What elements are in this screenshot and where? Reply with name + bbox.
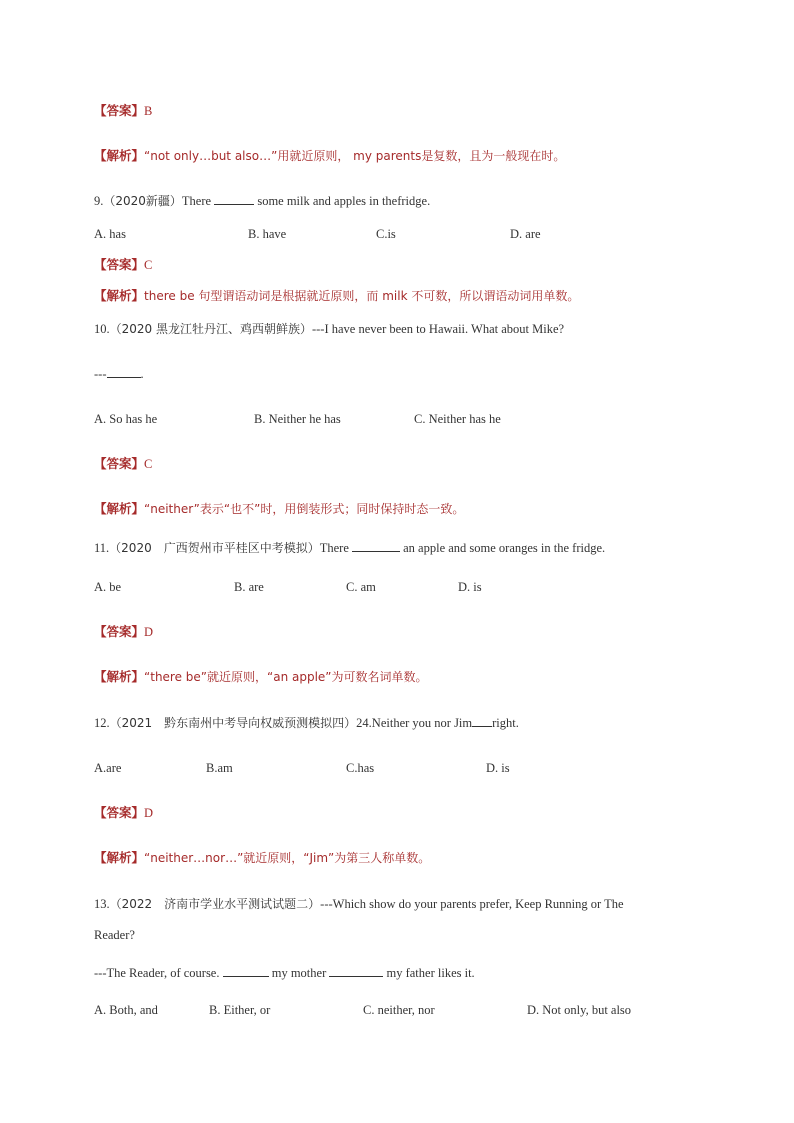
question-source: （2020 广西贺州市平桂区中考模拟）: [109, 541, 320, 555]
option-d[interactable]: D. Not only, but also: [527, 1003, 632, 1017]
answer-line-10: [94, 456, 152, 472]
answer-line-9: [94, 257, 152, 273]
analysis-line-11: [94, 669, 428, 685]
question-10-response: [94, 366, 144, 382]
option-c[interactable]: C. neither, nor: [363, 1003, 435, 1017]
analysis-line-8: [94, 148, 565, 164]
answer-blank[interactable]: [214, 193, 254, 205]
question-source: （2021 黔东南州中考导向权威预测模拟四）: [109, 716, 357, 730]
question-11: [94, 540, 605, 556]
question-13-continued: [94, 927, 135, 943]
question-text: ---I have never been to Hawaii. What about Mike?: [311, 322, 565, 336]
analysis-line-10: [94, 501, 464, 517]
answer-line-8: [94, 103, 152, 119]
option-b[interactable]: B.am: [206, 761, 233, 775]
option-a[interactable]: A. be: [94, 580, 122, 594]
answer-blank[interactable]: [329, 965, 383, 977]
answer-line-11: [94, 624, 153, 640]
question-text: 24.Neither you nor Jim: [356, 716, 473, 730]
question-12: [94, 715, 519, 731]
option-a[interactable]: A.are: [94, 761, 122, 775]
question-text: an apple and some oranges in the fridge.: [400, 541, 606, 555]
analysis-tag: 【解析】: [94, 669, 145, 684]
option-b[interactable]: B. are: [234, 580, 264, 594]
option-b[interactable]: B. have: [248, 227, 287, 241]
answer-blank[interactable]: [472, 715, 492, 727]
analysis-line-9: [94, 288, 579, 304]
answer-value: C: [144, 258, 153, 272]
question-text: Reader?: [94, 928, 135, 942]
question-text: some milk and apples in thefridge.: [254, 194, 431, 208]
analysis-tag: 【解析】: [94, 501, 145, 516]
answer-value: D: [144, 806, 154, 820]
question-13-response: [94, 965, 475, 981]
option-d[interactable]: D. are: [510, 227, 541, 241]
option-d[interactable]: D. is: [486, 761, 510, 775]
question-number: 9.: [94, 194, 104, 208]
question-source: （2020 黑龙江牡丹江、鸡西朝鲜族）: [109, 322, 312, 336]
answer-tag: 【答案】: [94, 805, 145, 820]
question-9: [94, 193, 430, 209]
option-a[interactable]: A. Both, and: [94, 1003, 158, 1017]
option-a[interactable]: A. So has he: [94, 412, 158, 426]
answer-blank[interactable]: [223, 965, 269, 977]
question-number: 12.: [94, 716, 110, 730]
answer-tag: 【答案】: [94, 456, 145, 471]
question-text: There: [181, 194, 215, 208]
option-c[interactable]: C. Neither has he: [414, 412, 501, 426]
option-d[interactable]: D. is: [458, 580, 482, 594]
option-c[interactable]: C. am: [346, 580, 376, 594]
dash-prefix: ---: [94, 367, 107, 381]
response-text: my father likes it.: [383, 966, 475, 980]
answer-value: D: [144, 625, 154, 639]
option-c[interactable]: C.is: [376, 227, 396, 241]
response-text: my mother: [268, 966, 330, 980]
question-text: right.: [492, 716, 519, 730]
answer-blank[interactable]: [352, 540, 400, 552]
analysis-tag: 【解析】: [94, 288, 145, 303]
answer-tag: 【答案】: [94, 624, 145, 639]
question-source: （2020新疆）: [103, 194, 182, 208]
period: .: [140, 367, 144, 381]
option-b[interactable]: B. Neither he has: [254, 412, 341, 426]
answer-line-12: [94, 805, 153, 821]
question-text: There: [319, 541, 352, 555]
question-text: ---Which show do your parents prefer, Keep Running or The: [320, 897, 624, 911]
answer-blank[interactable]: [107, 366, 141, 378]
option-b[interactable]: B. Either, or: [209, 1003, 271, 1017]
question-13: [94, 896, 624, 912]
option-c[interactable]: C.has: [346, 761, 375, 775]
analysis-line-12: [94, 850, 430, 866]
question-number: 13.: [94, 897, 110, 911]
answer-tag: 【答案】: [94, 257, 145, 272]
answer-value: C: [144, 457, 153, 471]
analysis-text: “neither”表示“也不”时，用倒装形式；同时保持时态一致。: [144, 502, 465, 516]
analysis-text: there be 句型谓语动词是根据就近原则，而 milk 不可数，所以谓语动词用单数。: [144, 289, 580, 303]
analysis-text: “there be”就近原则，“an apple”为可数名词单数。: [144, 670, 428, 684]
question-number: 10.: [94, 322, 110, 336]
analysis-tag: 【解析】: [94, 850, 145, 865]
question-10: [94, 321, 564, 337]
response-text: ---The Reader, of course.: [94, 966, 223, 980]
question-number: 11.: [94, 541, 110, 555]
answer-tag: 【答案】: [94, 103, 145, 118]
analysis-text: “neither…nor…”就近原则，“Jim”为第三人称单数。: [144, 851, 431, 865]
analysis-tag: 【解析】: [94, 148, 145, 163]
answer-value: B: [144, 104, 153, 118]
analysis-text: “not only…but also…”用就近原则， my parents是复数，且为一般现在时。: [144, 149, 566, 163]
question-source: （2022 济南市学业水平测试试题二）: [109, 897, 321, 911]
option-a[interactable]: A. has: [94, 227, 126, 241]
